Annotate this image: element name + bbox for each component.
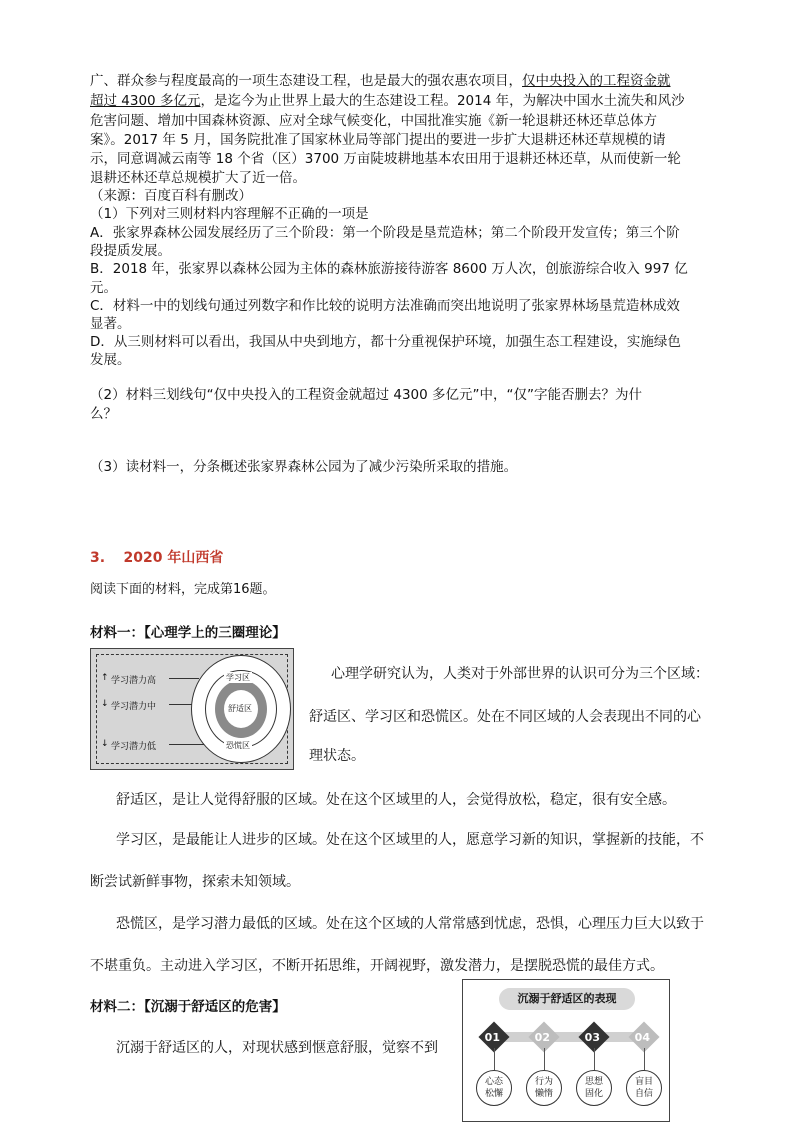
para-text: 广、群众参与程度最高的一项生态建设工程，也是最大的强农惠农项目， xyxy=(90,73,522,89)
question-2: （2）材料三划线句“仅中央投入的工程资金就超过 4300 多亿元”中，“仅”字能否删去？为什 xyxy=(90,387,643,403)
option-a-cont: 段提质发展。 xyxy=(90,243,171,259)
option-c-cont: 显著。 xyxy=(90,316,131,332)
intro-line: 舒适区、学习区和恐慌区。处在不同区域的人会表现出不同的心 xyxy=(309,709,701,725)
material-1-heading xyxy=(90,621,286,641)
step-badge: 02 xyxy=(528,1021,559,1052)
material-label: 材料一： xyxy=(90,625,144,641)
label-low: 学习潜力低 xyxy=(111,742,157,752)
option-d: D．从三则材料可以看出，我国从中央到地方，都十分重视保护环境，加强生态工程建设，实施绿色 xyxy=(90,334,681,350)
learning-paragraph: 学习区，是最能让人进步的区域。处在这个区域里的人，愿意学习新的知识，掌握新的技能，不 xyxy=(116,832,704,848)
three-circle-diagram xyxy=(90,648,294,770)
behavior-item: 思想 固化 xyxy=(576,1070,612,1106)
connector-line xyxy=(644,1048,645,1070)
comfort-paragraph: 舒适区，是让人觉得舒服的区域。处在这个区域里的人，会觉得放松，稳定，很有安全感。 xyxy=(116,792,676,808)
option-b-cont: 元。 xyxy=(90,280,117,296)
intro-line: 理状态。 xyxy=(309,748,365,764)
updown-arrow-icon: ↓ xyxy=(101,699,109,709)
zone-panic-label: 恐慌区 xyxy=(226,741,250,750)
behavior-item: 盲目 自信 xyxy=(626,1070,662,1106)
option-a: A．张家界森林公园发展经历了三个阶段：第一个阶段是垦荒造林；第二个阶段开发宣传；第三个阶 xyxy=(90,225,680,241)
down-arrow-icon: ↓ xyxy=(101,739,109,749)
para-line: 危害问题、增加中国森林资源、应对全球气候变化，中国批准实施《新一轮退耕还林还草总体方 xyxy=(90,113,657,129)
connector-line xyxy=(594,1048,595,1070)
intro-line: 心理学研究认为，人类对于外部世界的认识可分为三个区域： xyxy=(331,666,709,682)
pointer-line xyxy=(169,678,199,679)
underlined-sentence: 超过 4300 多亿元 xyxy=(90,93,201,109)
source-note: （来源：百度百科有删改） xyxy=(90,188,252,204)
option-c: C．材料一中的划线句通过列数字和作比较的说明方法准确而突出地说明了张家界林场垦荒造林成效 xyxy=(90,298,680,314)
para-line xyxy=(90,92,685,110)
question-3: （3）读材料一，分条概述张家界森林公园为了减少污染所采取的措施。 xyxy=(90,459,518,475)
connector-bar xyxy=(485,1032,651,1042)
label-high: 学习潜力高 xyxy=(111,676,157,686)
figure-title: 沉溺于舒适区的表现 xyxy=(499,988,635,1010)
section-title: 2020 年山西省 xyxy=(123,550,224,566)
underlined-sentence: 仅中央投入的工程资金就 xyxy=(522,73,671,89)
behavior-item: 行为 懒惰 xyxy=(526,1070,562,1106)
material-title: 【沉溺于舒适区的危害】 xyxy=(144,999,286,1015)
option-b: B．2018 年，张家界以森林公园为主体的森林旅游接待游客 8600 万人次，创旅游综合收入 997 亿 xyxy=(90,261,688,277)
connector-line xyxy=(544,1048,545,1070)
step-badge: 04 xyxy=(628,1021,659,1052)
behavior-item: 心态 松懈 xyxy=(476,1070,512,1106)
material-2-heading xyxy=(90,995,286,1015)
panic-paragraph: 恐慌区，是学习潜力最低的区域。处在这个区域的人常常感到忧虑，恐惧，心理压力巨大以致于 xyxy=(116,916,704,932)
material-title: 【心理学上的三圈理论】 xyxy=(144,625,286,641)
step-badge: 03 xyxy=(578,1021,609,1052)
para-text: ，是迄今为止世界上最大的生态建设工程。2014 年，为解决中国水土流失和风沙 xyxy=(200,93,685,109)
connector-line xyxy=(494,1048,495,1070)
material-2-body: 沉溺于舒适区的人，对现状感到惬意舒服，觉察不到 xyxy=(116,1040,438,1056)
section-number: 3. xyxy=(90,550,106,566)
question-2-cont: 么？ xyxy=(90,406,117,422)
material-label: 材料二： xyxy=(90,999,144,1015)
zone-learning-label: 学习区 xyxy=(226,673,250,682)
learning-paragraph-cont: 断尝试新鲜事物，探索未知领域。 xyxy=(90,874,300,890)
question-1-stem: （1）下列对三则材料内容理解不正确的一项是 xyxy=(90,206,369,222)
zone-comfort-label: 舒适区 xyxy=(228,704,252,713)
label-mid: 学习潜力中 xyxy=(111,702,157,712)
comfort-zone-figure xyxy=(462,979,670,1122)
step-badge: 01 xyxy=(478,1021,509,1052)
section-heading xyxy=(90,549,223,567)
high-arrow-icon: ↑ xyxy=(101,673,109,683)
para-line xyxy=(90,72,671,90)
para-line: 案》。2017 年 5 月，国务院批准了国家林业局等部门提出的要进一步扩大退耕还林还草规模的请 xyxy=(90,132,666,148)
panic-paragraph-cont: 不堪重负。主动进入学习区，不断开拓思维，开阔视野，激发潜力，是摆脱恐慌的最佳方式。 xyxy=(90,958,664,974)
para-line: 退耕还林还草总规模扩大了近一倍。 xyxy=(90,170,306,186)
option-d-cont: 发展。 xyxy=(90,352,131,368)
instruction: 阅读下面的材料，完成第16题。 xyxy=(90,582,276,597)
para-line: 示，同意调减云南等 18 个省（区）3700 万亩陡坡耕地基本农田用于退耕还林还草，从而使新一轮 xyxy=(90,151,681,167)
